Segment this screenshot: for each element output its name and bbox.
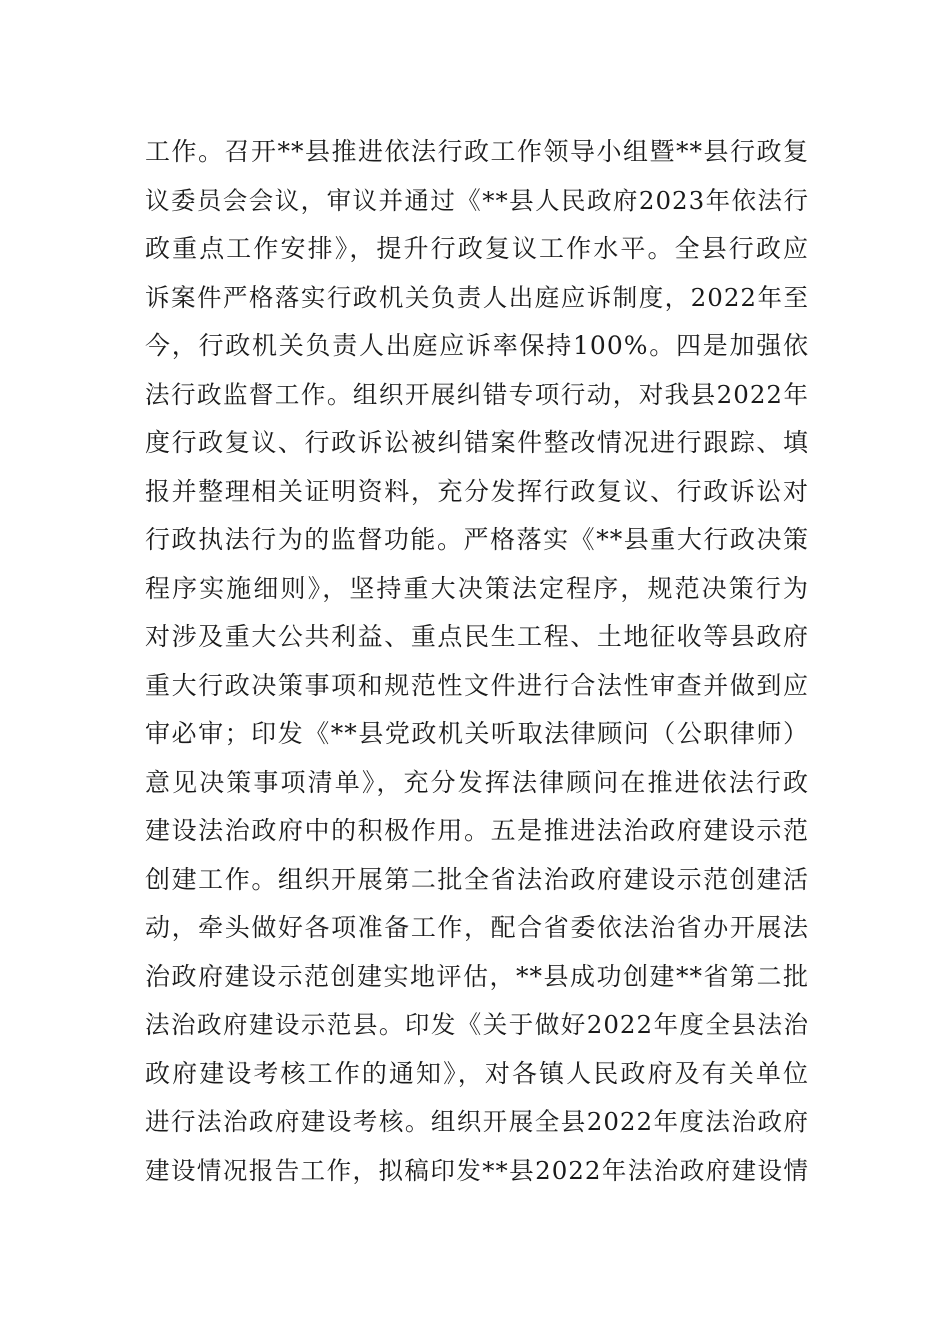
text-line: 今，行政机关负责人出庭应诉率保持100%。四是加强依 <box>145 331 809 360</box>
text-line: 重大行政决策事项和规范性文件进行合法性审查并做到应 <box>145 670 809 700</box>
text-line: 报并整理相关证明资料，充分发挥行政复议、行政诉讼对 <box>145 476 809 506</box>
text-line: 进行法治政府建设考核。组织开展全县2022年度法治政府 <box>145 1107 809 1136</box>
text-line: 法行政监督工作。组织开展纠错专项行动，对我县2022年 <box>145 379 809 409</box>
text-line: 政重点工作安排》，提升行政复议工作水平。全县行政应 <box>145 234 809 263</box>
body-text <box>145 128 809 1195</box>
text-line: 创建工作。组织开展第二批全省法治政府建设示范创建活 <box>145 864 809 894</box>
text-line: 对涉及重大公共利益、重点民生工程、土地征收等县政府 <box>145 622 809 651</box>
text-line: 议委员会会议，审议并通过《**县人民政府2023年依法行 <box>145 185 809 215</box>
text-line: 行政执法行为的监督功能。严格落实《**县重大行政决策 <box>145 525 809 554</box>
text-line: 程序实施细则》，坚持重大决策法定程序，规范决策行为 <box>145 573 809 603</box>
text-line: 政府建设考核工作的通知》，对各镇人民政府及有关单位 <box>145 1058 809 1088</box>
text-line: 诉案件严格落实行政机关负责人出庭应诉制度，2022年至 <box>145 282 809 312</box>
text-line: 法治政府建设示范县。印发《关于做好2022年度全县法治 <box>145 1010 809 1039</box>
text-line: 意见决策事项清单》，充分发挥法律顾问在推进依法行政 <box>145 767 809 797</box>
text-line: 度行政复议、行政诉讼被纠错案件整改情况进行跟踪、填 <box>145 428 809 457</box>
text-line: 建设情况报告工作，拟稿印发**县2022年法治政府建设情 <box>145 1155 809 1185</box>
text-line: 工作。召开**县推进依法行政工作领导小组暨**县行政复 <box>145 137 809 166</box>
text-line: 审必审；印发《**县党政机关听取法律顾问（公职律师） <box>145 719 809 748</box>
text-line: 建设法治政府中的积极作用。五是推进法治政府建设示范 <box>145 816 809 845</box>
text-line: 治政府建设示范创建实地评估，**县成功创建**省第二批 <box>145 961 809 991</box>
text-line: 动，牵头做好各项准备工作，配合省委依法治省办开展法 <box>145 913 809 942</box>
